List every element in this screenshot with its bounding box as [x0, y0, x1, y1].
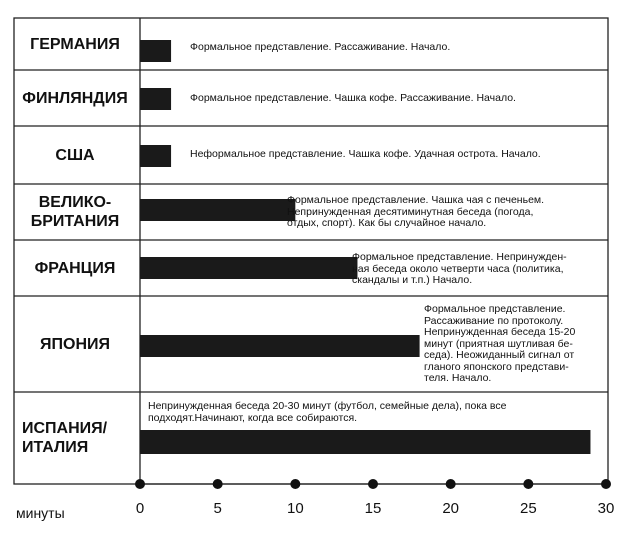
- x-tick-dot: [213, 479, 223, 489]
- bar-1: [140, 88, 171, 110]
- x-tick-label: 20: [442, 500, 459, 517]
- bar-5: [140, 335, 420, 357]
- category-label: США: [55, 146, 95, 164]
- bar-3: [140, 199, 295, 221]
- x-tick-label: 0: [135, 500, 145, 517]
- category-label: ГЕРМАНИЯ: [30, 35, 120, 53]
- x-axis-title: минуты: [16, 505, 65, 521]
- category-label: ИСПАНИЯ/ ИТАЛИЯ: [22, 420, 108, 456]
- x-tick-label: 10: [286, 500, 304, 517]
- bar-annotation: Непринужденная беседа 20-30 минут (футбол, семейные дела), пока все подходят.Начинают, когда все собираются.: [148, 400, 507, 424]
- bar-annotation: Формальное представление. Чашка чая с печеньем. Непринужденная десятиминутная беседа (погода, отдых, спорт). Как бы случайное начало.: [287, 194, 545, 229]
- category-label: ЯПОНИЯ: [40, 335, 110, 353]
- bar-annotation: Неформальное представление. Чашка кофе. Удачная острота. Начало.: [190, 148, 541, 160]
- x-tick-label: 15: [364, 500, 382, 517]
- x-tick-dot: [523, 479, 533, 489]
- bar-annotation: Формальное представление. Непринужден- ная беседа около четверти часа (политика, скандалы и т.п.) Начало.: [352, 251, 567, 286]
- x-tick-dot: [290, 479, 300, 489]
- x-tick-dot: [446, 479, 456, 489]
- bar-4: [140, 257, 357, 279]
- bar-annotation: Формальное представление. Рассаживание по протоколу. Непринужденная беседа 15-20 минут (приятная шутливая бе- седа). Неожиданный сигнал от гланого японского представи- теля. Начало.: [424, 303, 576, 384]
- category-label: ВЕЛИКО- БРИТАНИЯ: [30, 194, 120, 230]
- category-label: ФИНЛЯНДИЯ: [22, 89, 128, 107]
- bar-2: [140, 145, 171, 167]
- x-tick-dot: [135, 479, 145, 489]
- bar-annotation: Формальное представление. Чашка кофе. Рассаживание. Начало.: [190, 92, 516, 104]
- bar-0: [140, 40, 171, 62]
- x-tick-dot: [601, 479, 611, 489]
- bar-annotation: Формальное представление. Рассаживание. Начало.: [190, 41, 451, 53]
- x-tick-label: 30: [597, 500, 615, 517]
- category-label: ФРАНЦИЯ: [34, 259, 116, 277]
- x-tick-label: 5: [213, 500, 222, 517]
- bar-6: [140, 430, 590, 454]
- x-tick-dot: [368, 479, 378, 489]
- x-tick-label: 25: [519, 500, 537, 517]
